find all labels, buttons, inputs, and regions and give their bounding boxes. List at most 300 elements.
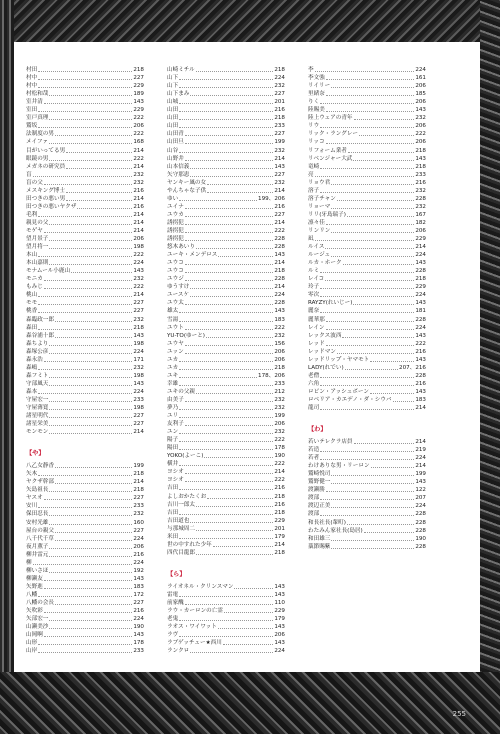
index-entry <box>167 591 285 599</box>
entry-page: 171 <box>133 356 144 363</box>
entry-name: 室田 <box>26 107 38 114</box>
index-entry <box>308 446 426 454</box>
index-entry <box>167 203 285 211</box>
index-entry <box>167 583 285 591</box>
entry-name: 山田青 <box>167 131 184 138</box>
index-entry <box>26 122 144 130</box>
index-entry <box>26 275 144 283</box>
index-entry <box>308 243 426 251</box>
dot-leader <box>38 79 132 80</box>
entry-page: 178 <box>133 640 144 647</box>
entry-name: ユカ <box>167 356 179 363</box>
dot-leader <box>315 71 415 72</box>
entry-page: 198 <box>133 340 144 347</box>
index-entry <box>26 74 144 82</box>
entry-page: 201 <box>274 99 285 106</box>
entry-name: 老鬼 <box>167 616 179 623</box>
entry-page: 206 <box>415 123 426 130</box>
index-column-2 <box>167 66 285 655</box>
entry-name: ユウコ <box>167 260 184 267</box>
dot-leader <box>49 620 132 621</box>
entry-name: 矢吹彩 <box>26 608 43 615</box>
dot-leader <box>185 425 274 426</box>
entry-page: 167 <box>415 211 426 218</box>
entry-page: 224 <box>133 559 144 566</box>
entry-name: ラブゲッチュー★西川 <box>167 640 222 647</box>
index-entry <box>308 510 426 518</box>
entry-page: 216 <box>274 203 285 210</box>
index-entry <box>26 420 144 428</box>
dot-leader <box>49 240 132 241</box>
entry-name: モニカ <box>26 276 43 283</box>
entry-name: リリ(牙島瑞子) <box>308 211 346 218</box>
index-entry <box>308 267 426 275</box>
index-entry <box>308 82 426 90</box>
entry-page: 224 <box>415 252 426 259</box>
entry-name: 眼鏡の男 <box>26 155 49 162</box>
dot-leader <box>179 152 273 153</box>
index-entry <box>26 388 144 396</box>
entry-name: 矢守那恵 <box>167 171 190 178</box>
entry-name: ロビン・アッシュボーン <box>308 388 369 395</box>
entry-page: 214 <box>133 479 144 486</box>
entry-page: 214 <box>133 211 144 218</box>
dot-leader <box>207 184 273 185</box>
entry-name: 室戸真理 <box>26 115 49 122</box>
dot-leader <box>44 184 133 185</box>
dot-leader <box>320 385 414 386</box>
dot-leader <box>364 532 415 533</box>
index-entry <box>167 138 285 146</box>
index-entry <box>26 66 144 74</box>
index-entry <box>167 275 285 283</box>
index-entry <box>308 388 426 396</box>
entry-page: 216 <box>133 551 144 558</box>
dot-leader <box>320 192 414 193</box>
entry-name: 法制度の男 <box>26 131 54 138</box>
index-entry <box>308 535 426 543</box>
entry-page: 228 <box>415 268 426 275</box>
entry-name: レッドリップ・ヤマモト <box>308 356 370 363</box>
entry-name: やんちゃな子供 <box>167 187 207 194</box>
dot-leader <box>320 515 414 516</box>
index-entry <box>26 535 144 543</box>
entry-name: 陸賜美 <box>308 107 325 114</box>
entry-name: 本山嘉則 <box>26 260 49 267</box>
entry-page: 218 <box>274 509 285 516</box>
index-entry <box>308 324 426 332</box>
entry-page: 143 <box>133 380 144 387</box>
dot-leader <box>38 475 132 476</box>
entry-page: 227 <box>133 495 144 502</box>
index-entry <box>26 90 144 98</box>
entry-name: 渡部 <box>308 511 320 518</box>
index-entry <box>308 356 426 364</box>
dot-leader <box>49 345 132 346</box>
entry-page: 218 <box>274 493 285 500</box>
dot-leader <box>320 451 414 452</box>
entry-page: 216 <box>415 179 426 186</box>
index-entry <box>308 227 426 235</box>
entry-page: 233 <box>133 396 144 403</box>
index-entry <box>167 356 285 364</box>
entry-name: 諸星明代 <box>26 413 49 420</box>
entry-name: 森臨政一郎 <box>26 316 54 323</box>
entry-page: 214 <box>415 439 426 446</box>
index-entry <box>26 502 144 510</box>
entry-name: 鷲崎悦司 <box>308 471 331 478</box>
dot-leader <box>185 208 274 209</box>
dot-leader <box>49 628 132 629</box>
dot-leader <box>49 433 132 434</box>
entry-name: 陽子 <box>167 437 179 444</box>
index-entry <box>308 163 426 171</box>
entry-name: ロベリア・カエデノ・ダ・シウバ <box>308 396 392 403</box>
entry-name: メイファ <box>26 139 48 146</box>
index-entry <box>167 251 285 259</box>
dot-leader <box>49 119 132 120</box>
entry-page: 228 <box>415 527 426 534</box>
dot-leader <box>38 329 132 330</box>
index-entry <box>308 470 426 478</box>
entry-name: ユキの父親 <box>167 388 195 395</box>
dot-leader <box>320 312 414 313</box>
entry-page: 206 <box>415 139 426 146</box>
index-entry <box>308 348 426 356</box>
entry-page: 232 <box>415 203 426 210</box>
entry-page: 199 <box>415 471 426 478</box>
index-entry <box>167 444 285 452</box>
dot-leader <box>179 321 273 322</box>
dot-leader <box>345 369 398 370</box>
entry-page: 227 <box>274 211 285 218</box>
dot-leader <box>331 483 414 484</box>
dot-leader <box>179 449 273 450</box>
dot-leader <box>179 385 273 386</box>
dot-leader <box>49 417 132 418</box>
dot-leader <box>331 548 414 549</box>
entry-name: 目がいってる男 <box>26 147 66 154</box>
dot-leader <box>44 361 133 362</box>
dot-leader <box>49 353 132 354</box>
index-entry <box>26 155 144 163</box>
entry-page: 222 <box>274 461 285 468</box>
entry-page: 232 <box>133 511 144 518</box>
entry-page: 206 <box>415 83 426 90</box>
entry-page: 214 <box>274 541 285 548</box>
dot-leader <box>55 604 132 605</box>
entry-page: 232 <box>274 332 285 339</box>
entry-name: 吉田道也 <box>167 517 190 524</box>
entry-name: 竜崎 <box>308 163 320 170</box>
entry-name: 龍司 <box>308 405 320 412</box>
dot-leader <box>196 530 273 531</box>
entry-page: 218 <box>133 471 144 478</box>
entry-name: ヤクザ幹部 <box>26 479 54 486</box>
entry-page: 216 <box>133 203 144 210</box>
index-entry <box>26 324 144 332</box>
dot-leader <box>224 612 273 613</box>
dot-leader <box>44 103 133 104</box>
entry-name: 李 <box>308 67 314 74</box>
dot-leader <box>393 401 415 402</box>
entry-name: 安村光雄 <box>26 519 49 526</box>
dot-leader <box>55 321 132 322</box>
entry-name: 陽田 <box>167 445 179 452</box>
entry-page: 224 <box>415 455 426 462</box>
dot-leader <box>348 152 414 153</box>
entry-page: 216 <box>133 187 144 194</box>
entry-name: リョーマ <box>308 203 331 210</box>
dot-leader <box>66 168 132 169</box>
index-entry <box>167 340 285 348</box>
section-heading: 【や】 <box>26 450 45 458</box>
entry-name: 村中 <box>26 75 38 82</box>
dot-leader <box>44 232 133 233</box>
entry-page: 222 <box>133 155 144 162</box>
entry-name: ユースケ <box>167 292 190 299</box>
entry-name: レックス波西 <box>308 332 342 339</box>
entry-name: りく <box>308 99 320 106</box>
dot-leader <box>331 540 414 541</box>
dot-leader <box>185 280 274 281</box>
entry-page: 143 <box>415 356 426 363</box>
entry-page: 185 <box>415 91 426 98</box>
entry-page: 214 <box>415 463 426 470</box>
entry-name: 麗華那 <box>308 316 325 323</box>
entry-name: ヨシオ <box>167 477 184 484</box>
entry-name: 矢木 <box>26 471 38 478</box>
index-entry <box>308 259 426 267</box>
index-entry <box>308 90 426 98</box>
dot-leader <box>38 652 132 653</box>
entry-page: 143 <box>274 591 285 598</box>
index-entry <box>167 90 285 98</box>
dot-leader <box>370 393 414 394</box>
entry-page: 206 <box>274 632 285 639</box>
dot-leader <box>33 176 133 177</box>
dot-leader <box>207 498 273 499</box>
entry-page: 229 <box>415 284 426 291</box>
entry-name: 森ちより <box>26 340 49 347</box>
entry-name: 山田旦 <box>167 139 184 146</box>
dot-leader <box>179 441 273 442</box>
index-entry <box>167 639 285 647</box>
dot-leader <box>185 353 274 354</box>
dot-leader <box>326 224 415 225</box>
entry-page: 229 <box>415 236 426 243</box>
entry-page: 232 <box>274 429 285 436</box>
entry-page: 228 <box>274 276 285 283</box>
entry-name: 和田雄三 <box>308 535 331 542</box>
entry-name: RAYZY(れいじー) <box>308 300 353 307</box>
index-entry <box>26 623 144 631</box>
index-entry <box>308 146 426 154</box>
index-entry <box>26 163 144 171</box>
dot-leader <box>218 256 273 257</box>
dot-leader <box>353 304 414 305</box>
entry-name: 矢野進 <box>26 583 43 590</box>
entry-name: ライオネル・クリンスマン <box>167 583 234 590</box>
entry-name: 鷲野健一 <box>308 479 331 486</box>
decorative-top-border <box>0 0 500 42</box>
dot-leader <box>185 216 274 217</box>
entry-page: 179 <box>274 616 285 623</box>
index-entry <box>308 404 426 412</box>
index-entry <box>26 599 144 607</box>
index-entry <box>308 171 426 179</box>
index-entry <box>26 98 144 106</box>
dot-leader <box>179 103 273 104</box>
entry-page: 182 <box>415 219 426 226</box>
dot-leader <box>326 79 415 80</box>
entry-name: 麗奈 <box>308 308 320 315</box>
entry-name: よしおかたくお <box>167 493 207 500</box>
index-column-3 <box>308 66 426 551</box>
entry-page: 232 <box>415 187 426 194</box>
index-entry <box>167 517 285 525</box>
entry-name: 八千代千草 <box>26 535 54 542</box>
entry-name: メスキング博士 <box>26 187 65 194</box>
entry-page: 227 <box>133 600 144 606</box>
dot-leader <box>359 135 414 136</box>
decorative-right-border <box>480 0 500 734</box>
entry-page: 206 <box>274 348 285 355</box>
index-entry <box>308 478 426 486</box>
entry-name: 村田 <box>26 67 38 74</box>
entry-name: 横井 <box>167 461 179 468</box>
dot-leader <box>49 524 132 525</box>
entry-page: 198 <box>133 405 144 412</box>
index-entry <box>26 591 144 599</box>
dot-leader <box>33 564 133 565</box>
entry-page: 227 <box>274 171 285 178</box>
dot-leader <box>326 143 415 144</box>
dot-leader <box>179 87 273 88</box>
dot-leader <box>326 345 415 346</box>
index-entry <box>308 155 426 163</box>
entry-page: 192 <box>133 567 144 574</box>
index-entry <box>26 486 144 494</box>
entry-page: 232 <box>133 316 144 323</box>
dot-leader <box>179 465 273 466</box>
entry-page: 214 <box>274 187 285 194</box>
entry-page: 206 <box>415 99 426 106</box>
dot-leader <box>325 280 414 281</box>
index-entry <box>26 187 144 195</box>
entry-name: 六角 <box>308 380 320 387</box>
entry-page: 224 <box>274 75 285 82</box>
entry-name: 守屋薄寛 <box>26 405 49 412</box>
dot-leader <box>185 401 274 402</box>
entry-page: 143 <box>133 575 144 582</box>
dot-leader <box>331 87 414 88</box>
entry-name: レッドマン <box>308 348 336 355</box>
index-entry <box>26 195 144 203</box>
entry-page: 229 <box>274 517 285 524</box>
index-entry <box>167 82 285 90</box>
entry-page: 222 <box>133 115 144 122</box>
dot-leader <box>320 103 414 104</box>
entry-page: 216 <box>274 485 285 492</box>
dot-leader <box>320 409 414 410</box>
index-entry <box>167 501 285 509</box>
section-heading: 【わ】 <box>308 426 327 434</box>
dot-leader <box>190 168 273 169</box>
entry-name: リフォーム業者 <box>308 147 347 154</box>
dot-leader <box>185 604 274 605</box>
index-entry <box>308 74 426 82</box>
dot-leader <box>354 119 415 120</box>
dot-leader <box>185 481 274 482</box>
index-entry <box>26 527 144 535</box>
index-entry <box>308 315 426 323</box>
entry-name: 米田 <box>167 533 179 540</box>
entry-name: 吉田 <box>167 485 179 492</box>
dot-leader <box>49 491 132 492</box>
dot-leader <box>44 636 133 637</box>
dot-leader <box>71 272 132 273</box>
entry-name: 凛々佳 <box>308 219 325 226</box>
index-entry <box>26 179 144 187</box>
entry-page: 216 <box>274 501 285 508</box>
index-entry <box>308 332 426 340</box>
entry-name: 守屋宏一 <box>26 396 49 403</box>
entry-page: 228 <box>274 236 285 243</box>
entry-page: 232 <box>274 396 285 403</box>
dot-leader <box>179 620 273 621</box>
index-entry <box>26 219 144 227</box>
index-entry <box>167 452 285 460</box>
entry-name: ヤンキー風の女 <box>167 179 207 186</box>
entry-page: 222 <box>415 131 426 138</box>
entry-name: リイリー <box>308 83 331 90</box>
dot-leader <box>179 79 273 80</box>
index-entry <box>308 138 426 146</box>
entry-page: 216 <box>133 608 144 615</box>
entry-page: 110 <box>274 600 285 606</box>
entry-name: 友利子 <box>167 421 184 428</box>
dot-leader <box>49 572 132 573</box>
entry-name: レイン <box>308 324 325 331</box>
dot-leader <box>38 256 132 257</box>
index-entry <box>26 130 144 138</box>
entry-page: 143 <box>415 332 426 339</box>
entry-name: リンリン <box>308 227 331 234</box>
entry-page: 222 <box>274 477 285 484</box>
index-entry <box>167 420 285 428</box>
index-entry <box>26 315 144 323</box>
dot-leader <box>44 580 133 581</box>
entry-name: ユイナ <box>167 203 184 210</box>
index-entry <box>167 195 285 203</box>
index-entry <box>26 518 144 526</box>
page-number: 255 <box>452 710 466 718</box>
entry-name: わけありな男・リーロン <box>308 463 370 470</box>
dot-leader <box>66 192 132 193</box>
entry-page: 227 <box>133 308 144 315</box>
entry-name: 世の中すれた少年 <box>167 541 212 548</box>
index-entry <box>26 203 144 211</box>
index-entry <box>308 502 426 510</box>
dot-leader <box>190 176 273 177</box>
entry-name: 森田 <box>26 324 38 331</box>
entry-page: 201 <box>274 525 285 532</box>
index-entry <box>26 82 144 90</box>
dot-leader <box>44 499 133 500</box>
dot-leader <box>331 184 414 185</box>
dot-leader <box>38 596 132 597</box>
